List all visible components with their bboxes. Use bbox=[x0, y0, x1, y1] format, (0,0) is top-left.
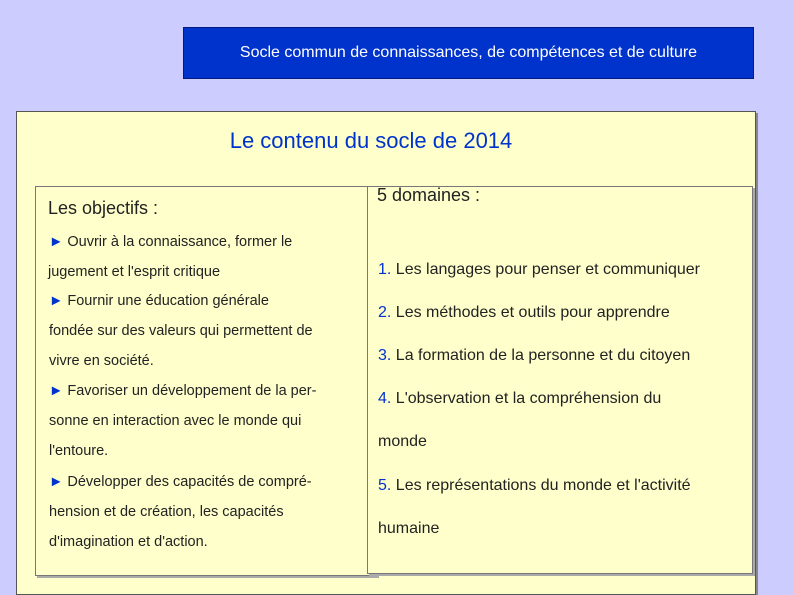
domains-heading: 5 domaines : bbox=[377, 185, 481, 205]
objective-item-1: ► Ouvrir à la connaissance, former le jugement et l'esprit critique bbox=[48, 234, 293, 280]
objective-item-2: ► Fournir une éducation générale fondée sur des valeurs qui permettent de vivre en société. bbox=[49, 293, 313, 369]
content-panel bbox=[16, 111, 756, 595]
domain-item-4: 4. L'observation et la compréhension du monde bbox=[378, 390, 662, 450]
arrow-icon: ► bbox=[49, 383, 64, 399]
objective-item-3: ► Favoriser un développement de la per- sonne en interaction avec le monde qui l'entoure. bbox=[49, 383, 317, 459]
objectives-heading: Les objectifs : bbox=[48, 198, 159, 218]
objective-item-4: ► Développer des capacités de compré- hension et de création, les capacités d'imagination et d'action. bbox=[49, 474, 312, 550]
domain-item-3: 3. La formation de la personne et du citoyen bbox=[378, 347, 691, 364]
arrow-icon: ► bbox=[49, 474, 64, 490]
panel-title: Le contenu du socle de 2014 bbox=[229, 128, 513, 153]
domain-item-2: 2. Les méthodes et outils pour apprendre bbox=[378, 304, 670, 321]
header-title: Socle commun de connaissances, de compétences et de culture bbox=[239, 44, 698, 61]
header-title-bar bbox=[183, 27, 754, 79]
arrow-icon: ► bbox=[49, 293, 64, 309]
domain-item-1: 1. Les langages pour penser et communiquer bbox=[378, 261, 700, 278]
arrow-icon: ► bbox=[49, 234, 64, 250]
domain-item-5: 5. Les représentations du monde et l'activité humaine bbox=[378, 477, 691, 537]
